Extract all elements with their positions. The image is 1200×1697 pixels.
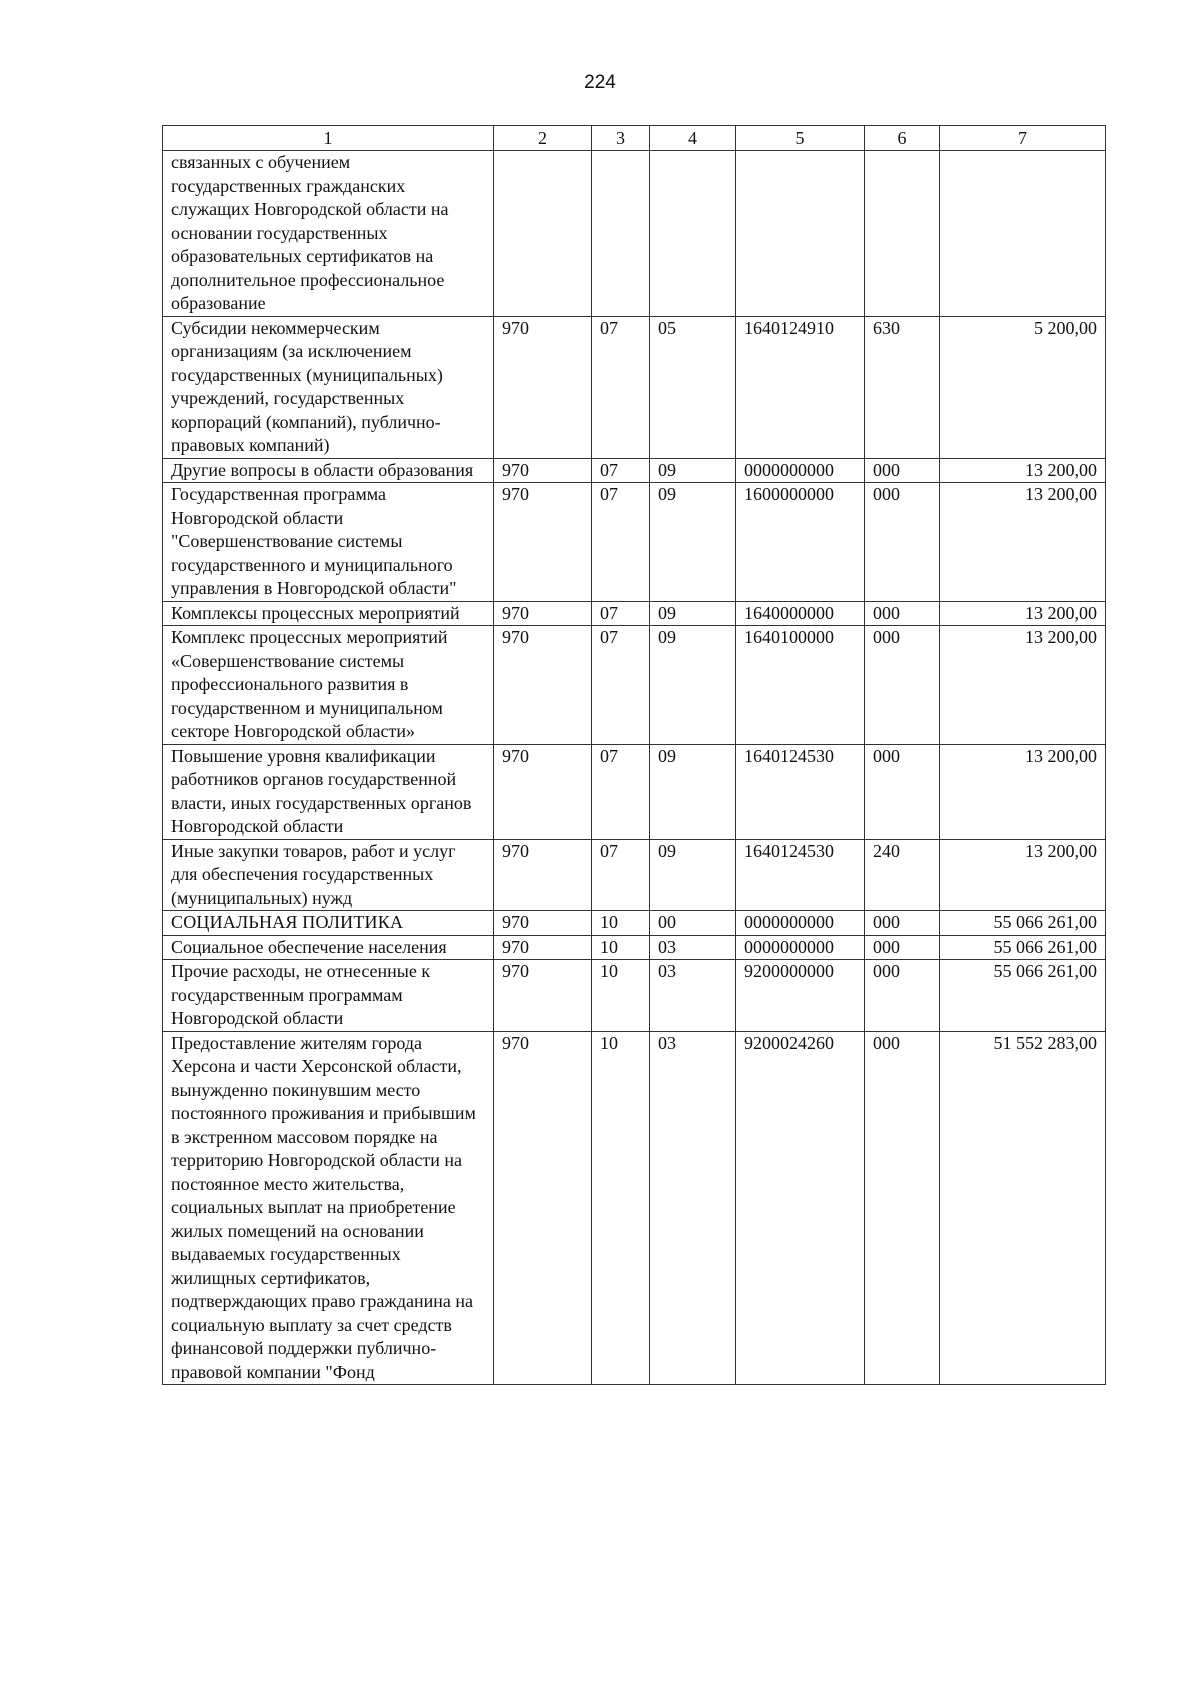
row-expense-type	[865, 151, 940, 317]
table-row	[163, 911, 1106, 936]
row-admin-code: 970	[494, 626, 592, 745]
row-expense-type: 000	[865, 744, 940, 839]
header-cell: 5	[736, 126, 865, 151]
row-target-code: 9200000000	[736, 960, 865, 1032]
row-amount: 13 200,00	[940, 483, 1106, 602]
row-section: 07	[592, 839, 650, 911]
header-cell: 6	[865, 126, 940, 151]
row-target-code: 0000000000	[736, 935, 865, 960]
row-section: 07	[592, 744, 650, 839]
row-subsection: 09	[650, 458, 736, 483]
row-expense-type: 000	[865, 601, 940, 626]
row-section: 07	[592, 483, 650, 602]
table-row	[163, 1031, 1106, 1385]
row-expense-type: 000	[865, 911, 940, 936]
header-cell: 7	[940, 126, 1106, 151]
row-subsection: 03	[650, 935, 736, 960]
row-name: Повышение уровня квалификации работников органов государственной власти, иных государственных органов Новгородской области	[163, 744, 494, 839]
table-row	[163, 458, 1106, 483]
row-section: 07	[592, 316, 650, 458]
table-row	[163, 935, 1106, 960]
row-target-code: 1640100000	[736, 626, 865, 745]
row-name: Комплексы процессных мероприятий	[163, 601, 494, 626]
row-target-code: 1640124530	[736, 839, 865, 911]
row-subsection: 09	[650, 744, 736, 839]
row-amount: 13 200,00	[940, 839, 1106, 911]
row-admin-code: 970	[494, 1031, 592, 1385]
row-name: СОЦИАЛЬНАЯ ПОЛИТИКА	[163, 911, 494, 936]
row-section	[592, 151, 650, 317]
row-amount: 55 066 261,00	[940, 911, 1106, 936]
table-row	[163, 626, 1106, 745]
row-target-code: 1640124530	[736, 744, 865, 839]
header-cell: 4	[650, 126, 736, 151]
table-row	[163, 151, 1106, 317]
row-section: 10	[592, 1031, 650, 1385]
row-amount: 13 200,00	[940, 744, 1106, 839]
row-name: Государственная программа Новгородской области "Совершенствование системы государственного и муниципального управления в Новгородской области"	[163, 483, 494, 602]
row-admin-code	[494, 151, 592, 317]
table-row	[163, 839, 1106, 911]
header-cell: 3	[592, 126, 650, 151]
row-subsection	[650, 151, 736, 317]
row-admin-code: 970	[494, 458, 592, 483]
row-section: 07	[592, 626, 650, 745]
row-admin-code: 970	[494, 935, 592, 960]
row-subsection: 09	[650, 839, 736, 911]
row-name: связанных с обучением государственных гражданских служащих Новгородской области на основании государственных образовательных сертификатов на дополнительное профессиональное образование	[163, 151, 494, 317]
row-expense-type: 000	[865, 626, 940, 745]
row-subsection: 03	[650, 960, 736, 1032]
table-row	[163, 744, 1106, 839]
row-expense-type: 000	[865, 458, 940, 483]
budget-table	[162, 125, 1106, 1385]
row-name: Комплекс процессных мероприятий «Совершенствование системы профессионального развития в государственном и муниципальном секторе Новгородской области»	[163, 626, 494, 745]
row-amount: 5 200,00	[940, 316, 1106, 458]
row-amount: 55 066 261,00	[940, 935, 1106, 960]
header-row	[163, 126, 1106, 151]
row-expense-type: 240	[865, 839, 940, 911]
row-section: 10	[592, 911, 650, 936]
row-expense-type: 000	[865, 960, 940, 1032]
row-subsection: 00	[650, 911, 736, 936]
row-target-code: 0000000000	[736, 458, 865, 483]
row-admin-code: 970	[494, 960, 592, 1032]
row-target-code: 1640124910	[736, 316, 865, 458]
row-amount: 51 552 283,00	[940, 1031, 1106, 1385]
table-row	[163, 483, 1106, 602]
row-admin-code: 970	[494, 316, 592, 458]
row-target-code: 1600000000	[736, 483, 865, 602]
row-expense-type: 000	[865, 483, 940, 602]
row-expense-type: 000	[865, 1031, 940, 1385]
row-amount: 13 200,00	[940, 626, 1106, 745]
row-amount	[940, 151, 1106, 317]
header-cell: 1	[163, 126, 494, 151]
row-target-code: 9200024260	[736, 1031, 865, 1385]
page-number: 224	[584, 72, 616, 93]
table-row	[163, 960, 1106, 1032]
row-subsection: 09	[650, 483, 736, 602]
row-subsection: 09	[650, 601, 736, 626]
row-target-code: 0000000000	[736, 911, 865, 936]
row-section: 10	[592, 935, 650, 960]
row-admin-code: 970	[494, 483, 592, 602]
row-name: Прочие расходы, не отнесенные к государственным программам Новгородской области	[163, 960, 494, 1032]
row-name: Социальное обеспечение населения	[163, 935, 494, 960]
table-row	[163, 316, 1106, 458]
row-admin-code: 970	[494, 601, 592, 626]
row-subsection: 03	[650, 1031, 736, 1385]
row-target-code: 1640000000	[736, 601, 865, 626]
row-expense-type: 630	[865, 316, 940, 458]
row-section: 07	[592, 601, 650, 626]
row-subsection: 05	[650, 316, 736, 458]
row-name: Предоставление жителям города Херсона и части Херсонской области, вынужденно покинувшим место постоянного проживания и прибывшим в экстренном массовом порядке на территорию Новгородской области на постоянное место жительства, социальных выплат на приобретение жилых помещений на основании выдаваемых государственных жилищных сертификатов, подтверждающих право гражданина на социальную выплату за счет средств финансовой поддержки публично-правовой компании "Фонд	[163, 1031, 494, 1385]
row-admin-code: 970	[494, 911, 592, 936]
row-amount: 13 200,00	[940, 601, 1106, 626]
row-name: Другие вопросы в области образования	[163, 458, 494, 483]
row-subsection: 09	[650, 626, 736, 745]
row-name: Иные закупки товаров, работ и услуг для обеспечения государственных (муниципальных) нужд	[163, 839, 494, 911]
row-target-code	[736, 151, 865, 317]
row-amount: 55 066 261,00	[940, 960, 1106, 1032]
header-cell: 2	[494, 126, 592, 151]
row-expense-type: 000	[865, 935, 940, 960]
row-section: 07	[592, 458, 650, 483]
row-name: Субсидии некоммерческим организациям (за исключением государственных (муниципальных) учреждений, государственных корпораций (компаний), публично-правовых компаний)	[163, 316, 494, 458]
row-admin-code: 970	[494, 839, 592, 911]
row-section: 10	[592, 960, 650, 1032]
table-row	[163, 601, 1106, 626]
row-admin-code: 970	[494, 744, 592, 839]
row-amount: 13 200,00	[940, 458, 1106, 483]
